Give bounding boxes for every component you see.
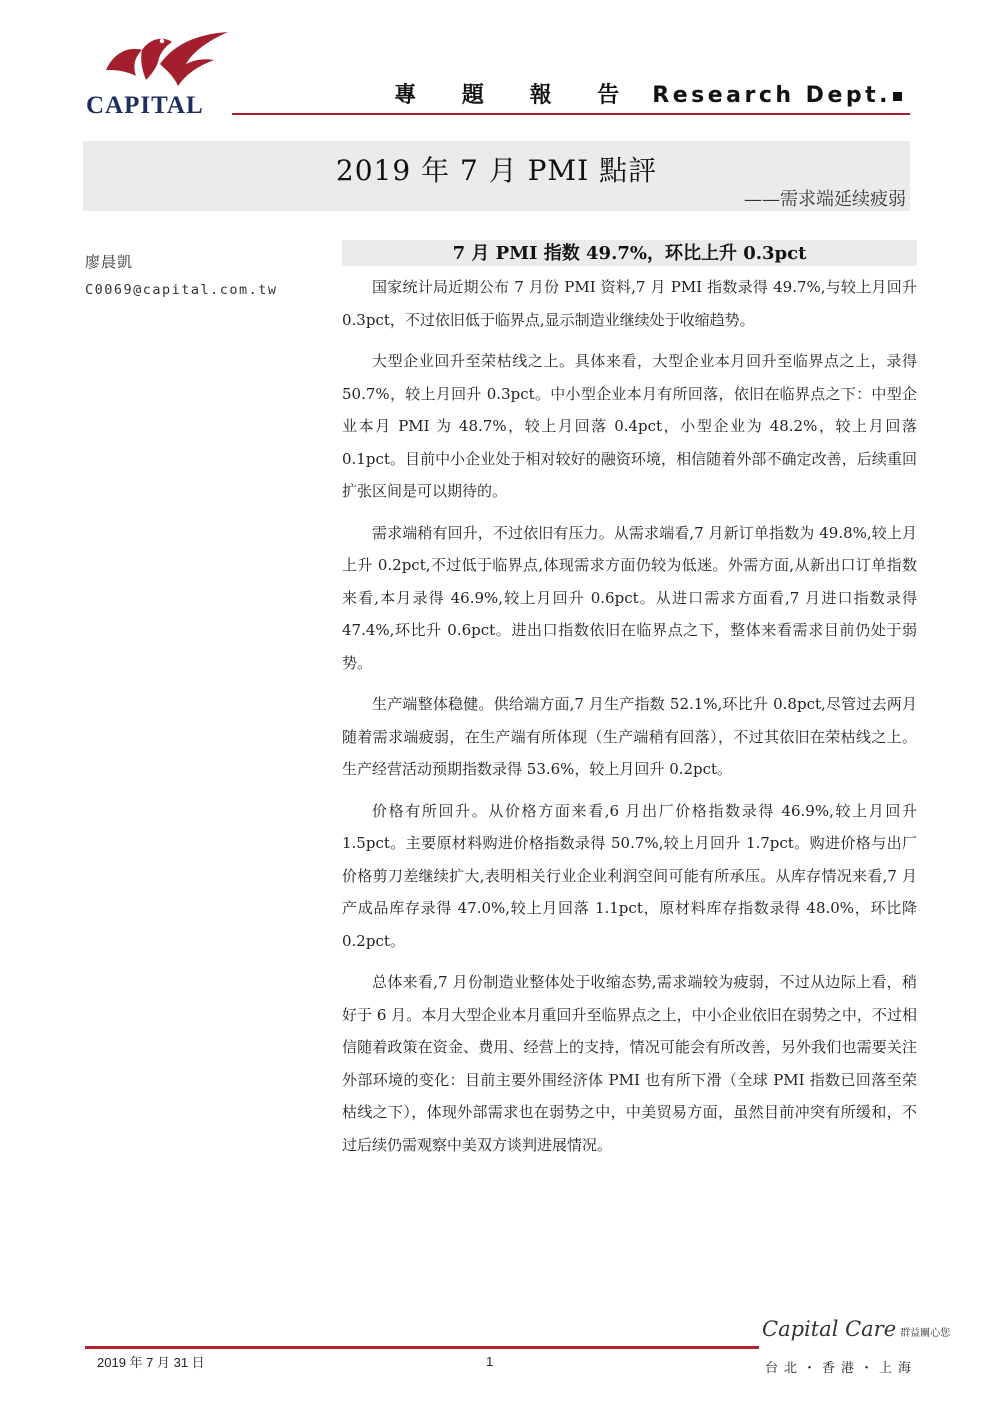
author-email: C0069@capital.com.tw xyxy=(85,282,278,298)
footer-rule xyxy=(85,1346,759,1349)
report-body xyxy=(342,271,917,1170)
section-heading: 7 月 PMI 指数 49.7%，环比上升 0.3pct xyxy=(342,240,917,266)
paragraph: 总体来看,7 月份制造业整体处于收缩态势,需求端较为疲弱，不过从边际上看，稍好于 6 月。本月大型企业本月重回升至临界点之上，中小企业依旧在弱势之中，不过相信随着政策在资金、费用、经营上的支持，情况可能会有所改善，另外我们也需要关注外部环境的变化：目前主要外围经济体 PMI 也有所下滑（全球 PMI 指数已回落至荣枯线之下），体现外部需求也在弱势之中，中美贸易方面，虽然目前冲突有所缓和，不过后续仍需观察中美双方谈判进展情况。 xyxy=(342,973,917,1154)
paragraph: 生产端整体稳健。供给端方面,7 月生产指数 52.1%,环比升 0.8pct,尽管过去两月随着需求端疲弱，在生产端有所体现（生产端稍有回落），不过其依旧在荣枯线之上。生产经营活动预期指数录得 53.6%，较上月回升 0.2pct。 xyxy=(342,695,917,778)
square-bullet-icon xyxy=(893,92,902,101)
eagle-logo-icon xyxy=(102,30,232,92)
footer-date: 2019 年 7 月 31 日 xyxy=(97,1355,205,1370)
author-name: 廖晨凱 xyxy=(85,253,134,271)
capital-care-logo xyxy=(762,1317,950,1341)
capital-logo xyxy=(84,30,244,118)
care-tagline: 群益關心您 xyxy=(900,1328,951,1339)
header-rule xyxy=(232,113,910,115)
logo-wordmark: CAPITAL xyxy=(86,92,204,119)
care-script: Capital Care xyxy=(762,1317,897,1341)
paragraph: 国家统计局近期公布 7 月份 PMI 资料,7 月 PMI 指数录得 49.7%,与较上月回升 0.3pct，不过依旧低于临界点,显示制造业继续处于收缩趋势。 xyxy=(342,278,917,329)
paragraph: 价格有所回升。从价格方面来看,6 月出厂价格指数录得 46.9%,较上月回升 1.5pct。主要原材料购进价格指数录得 50.7%,较上月回升 1.7pct。购进价格与出厂价格剪刀差继续扩大,表明相关行业企业利润空间可能有所承压。从库存情况来看,7 月产成品库存录得 47.0%,较上月回落 1.1pct，原材料库存指数录得 48.0%，环比降 0.2pct。 xyxy=(342,801,917,950)
report-type: 專 題 報 告 xyxy=(394,83,639,108)
page-subtitle: ——需求端延续疲弱 xyxy=(744,189,906,210)
paragraph: 大型企业回升至荣枯线之上。具体来看，大型企业本月回升至临界点之上，录得 50.7%，较上月回升 0.3pct。中小型企业本月有所回落，依旧在临界点之下：中型企业本月 PMI 为 48.7%，较上月回落 0.4pct，小型企业为 48.2%，较上月回落 0.1pct。目前中小企业处于相对较好的融资环境，相信随着外部不确定改善，后续重回扩张区间是可以期待的。 xyxy=(342,352,917,500)
paragraph: 需求端稍有回升，不过依旧有压力。从需求端看,7 月新订单指数为 49.8%,较上月上升 0.2pct,不过低于临界点,体现需求方面仍较为低迷。外需方面,从新出口订单指数来看,本月录得 46.9%,较上月回升 0.6pct。从进口需求方面看,7 月进口指数录得 47.4%,环比升 0.6pct。进出口指数依旧在临界点之下，整体来看需求目前仍处于弱势。 xyxy=(342,523,917,672)
report-header xyxy=(394,78,902,109)
title-box xyxy=(83,141,910,211)
page-number: 1 xyxy=(486,1354,494,1369)
research-dept: Research Dept. xyxy=(652,83,891,108)
page-title: 2019 年 7 月 PMI 點評 xyxy=(335,154,658,187)
office-cities: 台北・香港・上海 xyxy=(765,1361,918,1376)
